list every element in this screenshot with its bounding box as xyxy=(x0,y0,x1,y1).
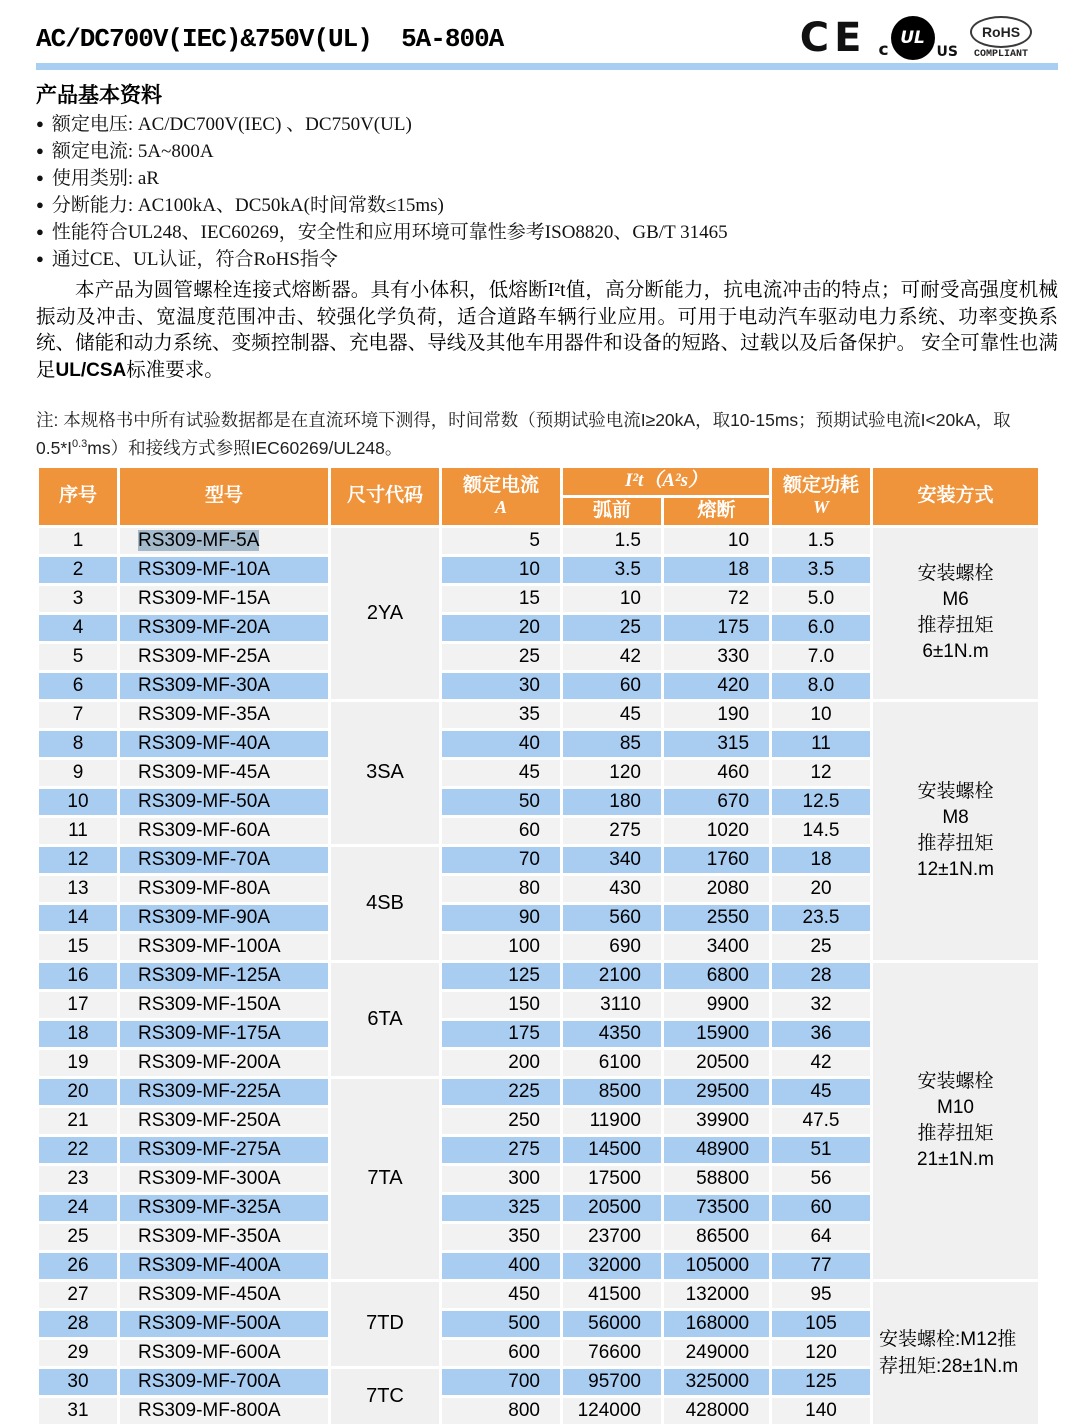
row-number-cell: 6 xyxy=(39,673,117,699)
size-code-cell: 7TA xyxy=(331,1079,439,1279)
mounting-cell: 安装螺栓:M12推 荐扭矩:28±1N.m xyxy=(873,1282,1038,1424)
model-cell: RS309-MF-30A xyxy=(120,673,328,699)
model-cell: RS309-MF-800A xyxy=(120,1398,328,1424)
melt-i2t-cell: 73500 xyxy=(664,1195,769,1221)
size-code-cell: 6TA xyxy=(331,963,439,1076)
power-cell: 125 xyxy=(772,1369,870,1395)
row-number-cell: 9 xyxy=(39,760,117,786)
model-cell: RS309-MF-400A xyxy=(120,1253,328,1279)
power-cell: 42 xyxy=(772,1050,870,1076)
melt-i2t-cell: 2080 xyxy=(664,876,769,902)
model-cell: RS309-MF-700A xyxy=(120,1369,328,1395)
rated-current-cell: 175 xyxy=(442,1021,560,1047)
model-cell: RS309-MF-200A xyxy=(120,1050,328,1076)
bullet-icon: ● xyxy=(36,116,44,131)
list-item xyxy=(36,220,1058,247)
model-cell: RS309-MF-100A xyxy=(120,934,328,960)
melt-i2t-cell: 190 xyxy=(664,702,769,728)
prearc-i2t-cell: 3.5 xyxy=(563,557,661,583)
description-bold-text: UL/CSA xyxy=(55,359,127,381)
rated-current-cell: 25 xyxy=(442,644,560,670)
model-cell: RS309-MF-250A xyxy=(120,1108,328,1134)
list-item xyxy=(36,193,1058,220)
power-cell: 25 xyxy=(772,934,870,960)
melt-i2t-cell: 58800 xyxy=(664,1166,769,1192)
melt-i2t-cell: 39900 xyxy=(664,1108,769,1134)
row-number-cell: 1 xyxy=(39,528,117,554)
bullet-text: 使用类别: aR xyxy=(51,168,159,189)
spec-table xyxy=(36,465,1041,1427)
table-row xyxy=(39,1282,1038,1308)
power-cell: 7.0 xyxy=(772,644,870,670)
prearc-i2t-cell: 17500 xyxy=(563,1166,661,1192)
row-number-cell: 15 xyxy=(39,934,117,960)
prearc-i2t-cell: 45 xyxy=(563,702,661,728)
bullet-text: 分断能力: AC100kA、DC50kA(时间常数≤15ms) xyxy=(51,195,444,216)
melt-i2t-cell: 6800 xyxy=(664,963,769,989)
row-number-cell: 26 xyxy=(39,1253,117,1279)
prearc-i2t-cell: 275 xyxy=(563,818,661,844)
melt-i2t-cell: 20500 xyxy=(664,1050,769,1076)
prearc-i2t-cell: 4350 xyxy=(563,1021,661,1047)
prearc-i2t-cell: 340 xyxy=(563,847,661,873)
row-number-cell: 21 xyxy=(39,1108,117,1134)
model-cell: RS309-MF-35A xyxy=(120,702,328,728)
rated-current-cell: 5 xyxy=(442,528,560,554)
bullet-text: 额定电压: AC/DC700V(IEC) 、DC750V(UL) xyxy=(51,114,412,135)
section-heading: 产品基本资料 xyxy=(36,83,162,107)
model-cell: RS309-MF-25A xyxy=(120,644,328,670)
row-number-cell: 27 xyxy=(39,1282,117,1308)
row-number-cell: 2 xyxy=(39,557,117,583)
divider-rule xyxy=(36,63,1058,70)
melt-i2t-cell: 3400 xyxy=(664,934,769,960)
ul-c-label: c xyxy=(878,40,889,60)
col-header-i2t: I²t（A²s） xyxy=(563,468,769,495)
melt-i2t-cell: 18 xyxy=(664,557,769,583)
prearc-i2t-cell: 42 xyxy=(563,644,661,670)
bullet-text: 性能符合UL248、IEC60269，安全性和应用环境可靠性参考ISO8820、GB/T 31465 xyxy=(51,222,728,243)
selected-text: RS309-MF-5A xyxy=(138,529,260,551)
bullet-icon: ● xyxy=(36,143,44,158)
model-cell: RS309-MF-70A xyxy=(120,847,328,873)
prearc-i2t-cell: 560 xyxy=(563,905,661,931)
model-cell: RS309-MF-10A xyxy=(120,557,328,583)
row-number-cell: 8 xyxy=(39,731,117,757)
rated-current-cell: 20 xyxy=(442,615,560,641)
power-cell: 6.0 xyxy=(772,615,870,641)
certification-logos xyxy=(800,16,1058,60)
prearc-i2t-cell: 25 xyxy=(563,615,661,641)
note-superscript: 0.3 xyxy=(72,438,88,450)
row-number-cell: 13 xyxy=(39,876,117,902)
bullet-icon: ● xyxy=(36,224,44,239)
prearc-i2t-cell: 85 xyxy=(563,731,661,757)
melt-i2t-cell: 315 xyxy=(664,731,769,757)
melt-i2t-cell: 86500 xyxy=(664,1224,769,1250)
power-cell: 18 xyxy=(772,847,870,873)
row-number-cell: 14 xyxy=(39,905,117,931)
model-cell: RS309-MF-20A xyxy=(120,615,328,641)
row-number-cell: 19 xyxy=(39,1050,117,1076)
melt-i2t-cell: 168000 xyxy=(664,1311,769,1337)
rated-current-cell: 80 xyxy=(442,876,560,902)
prearc-i2t-cell: 6100 xyxy=(563,1050,661,1076)
row-number-cell: 24 xyxy=(39,1195,117,1221)
model-cell: RS309-MF-350A xyxy=(120,1224,328,1250)
row-number-cell: 29 xyxy=(39,1340,117,1366)
melt-i2t-cell: 420 xyxy=(664,673,769,699)
rated-current-cell: 90 xyxy=(442,905,560,931)
rated-current-cell: 200 xyxy=(442,1050,560,1076)
prearc-i2t-cell: 76600 xyxy=(563,1340,661,1366)
rated-current-cell: 350 xyxy=(442,1224,560,1250)
prearc-i2t-cell: 3110 xyxy=(563,992,661,1018)
power-cell: 60 xyxy=(772,1195,870,1221)
power-cell: 28 xyxy=(772,963,870,989)
power-cell: 1.5 xyxy=(772,528,870,554)
rated-current-cell: 150 xyxy=(442,992,560,1018)
rated-current-cell: 450 xyxy=(442,1282,560,1308)
prearc-i2t-cell: 1.5 xyxy=(563,528,661,554)
mounting-cell: 安装螺栓 M6 推荐扭矩 6±1N.m xyxy=(873,528,1038,699)
mounting-cell: 安装螺栓 M10 推荐扭矩 21±1N.m xyxy=(873,963,1038,1279)
list-item xyxy=(36,166,1058,193)
size-code-cell: 7TD xyxy=(331,1282,439,1366)
rated-current-cell: 70 xyxy=(442,847,560,873)
power-cell: 105 xyxy=(772,1311,870,1337)
list-item xyxy=(36,247,1058,274)
ce-mark-icon: CE xyxy=(799,15,867,61)
bullet-text: 通过CE、UL认证，符合RoHS指令 xyxy=(51,249,338,270)
row-number-cell: 5 xyxy=(39,644,117,670)
model-cell: RS309-MF-15A xyxy=(120,586,328,612)
power-cell: 64 xyxy=(772,1224,870,1250)
row-number-cell: 28 xyxy=(39,1311,117,1337)
bullet-text: 额定电流: 5A~800A xyxy=(51,141,214,162)
melt-i2t-cell: 1020 xyxy=(664,818,769,844)
power-cell: 14.5 xyxy=(772,818,870,844)
row-number-cell: 25 xyxy=(39,1224,117,1250)
rated-current-cell: 50 xyxy=(442,789,560,815)
row-number-cell: 7 xyxy=(39,702,117,728)
ul-us-label: US xyxy=(936,44,958,60)
prearc-i2t-cell: 690 xyxy=(563,934,661,960)
prearc-i2t-cell: 60 xyxy=(563,673,661,699)
power-cell: 8.0 xyxy=(772,673,870,699)
rohs-badge-icon xyxy=(970,16,1032,60)
rated-current-cell: 400 xyxy=(442,1253,560,1279)
mounting-cell: 安装螺栓 M8 推荐扭矩 12±1N.m xyxy=(873,702,1038,960)
melt-i2t-cell: 15900 xyxy=(664,1021,769,1047)
row-number-cell: 31 xyxy=(39,1398,117,1424)
col-header-power-label: 额定功耗 xyxy=(783,475,860,497)
rohs-compliant-label: COMPLIANT xyxy=(973,49,1028,60)
model-cell: RS309-MF-125A xyxy=(120,963,328,989)
row-number-cell: 20 xyxy=(39,1079,117,1105)
prearc-i2t-cell: 11900 xyxy=(563,1108,661,1134)
melt-i2t-cell: 1760 xyxy=(664,847,769,873)
power-cell: 95 xyxy=(772,1282,870,1308)
rated-current-cell: 800 xyxy=(442,1398,560,1424)
spec-table-body xyxy=(39,528,1038,1424)
melt-i2t-cell: 72 xyxy=(664,586,769,612)
prearc-i2t-cell: 32000 xyxy=(563,1253,661,1279)
header-row xyxy=(39,468,1038,495)
row-number-cell: 12 xyxy=(39,847,117,873)
melt-i2t-cell: 325000 xyxy=(664,1369,769,1395)
melt-i2t-cell: 48900 xyxy=(664,1137,769,1163)
model-cell: RS309-MF-450A xyxy=(120,1282,328,1308)
model-cell xyxy=(120,528,328,554)
row-number-cell: 11 xyxy=(39,818,117,844)
row-number-cell: 30 xyxy=(39,1369,117,1395)
model-cell: RS309-MF-80A xyxy=(120,876,328,902)
power-cell: 5.0 xyxy=(772,586,870,612)
power-cell: 77 xyxy=(772,1253,870,1279)
model-cell: RS309-MF-150A xyxy=(120,992,328,1018)
rated-current-cell: 325 xyxy=(442,1195,560,1221)
melt-i2t-cell: 132000 xyxy=(664,1282,769,1308)
prearc-i2t-cell: 41500 xyxy=(563,1282,661,1308)
model-cell: RS309-MF-500A xyxy=(120,1311,328,1337)
description-text: 本产品为圆管螺栓连接式熔断器。具有小体积，低熔断I²t值，高分断能力，抗电流冲击的特点；可耐受高强度机械振动及冲击、宽温度范围冲击、较强化学负荷，适合道路车辆行业应用。可用于电动汽车驱动电力系统、功率变换系统、储能和动力系统、变频控制器、充电器、导线及其他车用器件和设备的短路、过载以及后备保护。 安全可靠性也满足 xyxy=(36,280,1058,381)
model-cell: RS309-MF-275A xyxy=(120,1137,328,1163)
col-header-no: 序号 xyxy=(39,468,117,525)
row-number-cell: 3 xyxy=(39,586,117,612)
c-ul-us-mark-icon xyxy=(878,16,958,60)
rated-current-cell: 10 xyxy=(442,557,560,583)
description-text: 标准要求。 xyxy=(126,359,224,381)
rated-current-cell: 700 xyxy=(442,1369,560,1395)
basic-info-list xyxy=(36,112,1058,274)
model-cell: RS309-MF-40A xyxy=(120,731,328,757)
melt-i2t-cell: 2550 xyxy=(664,905,769,931)
model-cell: RS309-MF-325A xyxy=(120,1195,328,1221)
rated-current-cell: 40 xyxy=(442,731,560,757)
product-description xyxy=(36,278,1058,384)
list-item xyxy=(36,139,1058,166)
prearc-i2t-cell: 20500 xyxy=(563,1195,661,1221)
melt-i2t-cell: 105000 xyxy=(664,1253,769,1279)
power-cell: 56 xyxy=(772,1166,870,1192)
power-cell: 10 xyxy=(772,702,870,728)
col-header-current-label: 额定电流 xyxy=(462,475,539,497)
row-number-cell: 10 xyxy=(39,789,117,815)
power-cell: 140 xyxy=(772,1398,870,1424)
melt-i2t-cell: 428000 xyxy=(664,1398,769,1424)
power-cell: 32 xyxy=(772,992,870,1018)
table-row xyxy=(39,702,1038,728)
prearc-i2t-cell: 8500 xyxy=(563,1079,661,1105)
power-cell: 36 xyxy=(772,1021,870,1047)
row-number-cell: 4 xyxy=(39,615,117,641)
row-number-cell: 17 xyxy=(39,992,117,1018)
melt-i2t-cell: 10 xyxy=(664,528,769,554)
model-cell: RS309-MF-60A xyxy=(120,818,328,844)
rated-current-cell: 300 xyxy=(442,1166,560,1192)
rated-current-cell: 100 xyxy=(442,934,560,960)
size-code-cell: 3SA xyxy=(331,702,439,844)
melt-i2t-cell: 670 xyxy=(664,789,769,815)
table-row xyxy=(39,963,1038,989)
model-cell: RS309-MF-225A xyxy=(120,1079,328,1105)
power-cell: 12 xyxy=(772,760,870,786)
rohs-oval: RoHS xyxy=(970,16,1032,48)
prearc-i2t-cell: 14500 xyxy=(563,1137,661,1163)
model-cell: RS309-MF-600A xyxy=(120,1340,328,1366)
size-code-cell: 7TC xyxy=(331,1369,439,1424)
row-number-cell: 18 xyxy=(39,1021,117,1047)
melt-i2t-cell: 460 xyxy=(664,760,769,786)
power-cell: 20 xyxy=(772,876,870,902)
list-item xyxy=(36,112,1058,139)
bullet-icon: ● xyxy=(36,197,44,212)
note-text: 注: 本规格书中所有试验数据都是在直流环境下测得，时间常数（预期试验电流I≥20kA，取10-15ms；预期试验电流I<20kA，取0.5*I xyxy=(36,410,1011,458)
row-number-cell: 22 xyxy=(39,1137,117,1163)
prearc-i2t-cell: 124000 xyxy=(563,1398,661,1424)
model-cell: RS309-MF-90A xyxy=(120,905,328,931)
col-header-current-unit: A xyxy=(494,497,507,518)
model-cell: RS309-MF-175A xyxy=(120,1021,328,1047)
model-cell: RS309-MF-50A xyxy=(120,789,328,815)
power-cell: 120 xyxy=(772,1340,870,1366)
rated-current-cell: 35 xyxy=(442,702,560,728)
power-cell: 3.5 xyxy=(772,557,870,583)
note-text: ms）和接线方式参照IEC60269/UL248。 xyxy=(87,437,403,458)
ul-logo-icon: UL xyxy=(891,16,935,60)
rated-current-cell: 225 xyxy=(442,1079,560,1105)
col-header-melt: 熔断 xyxy=(664,498,769,525)
prearc-i2t-cell: 56000 xyxy=(563,1311,661,1337)
melt-i2t-cell: 9900 xyxy=(664,992,769,1018)
size-code-cell: 4SB xyxy=(331,847,439,960)
test-note xyxy=(36,408,1058,460)
col-header-model: 型号 xyxy=(120,468,328,525)
prearc-i2t-cell: 23700 xyxy=(563,1224,661,1250)
rated-current-cell: 45 xyxy=(442,760,560,786)
size-code-cell: 2YA xyxy=(331,528,439,699)
model-cell: RS309-MF-300A xyxy=(120,1166,328,1192)
spec-table-head xyxy=(39,468,1038,525)
prearc-i2t-cell: 95700 xyxy=(563,1369,661,1395)
model-cell: RS309-MF-45A xyxy=(120,760,328,786)
col-header-size: 尺寸代码 xyxy=(331,468,439,525)
rated-current-cell: 250 xyxy=(442,1108,560,1134)
prearc-i2t-cell: 120 xyxy=(563,760,661,786)
rated-current-cell: 275 xyxy=(442,1137,560,1163)
melt-i2t-cell: 175 xyxy=(664,615,769,641)
prearc-i2t-cell: 430 xyxy=(563,876,661,902)
bullet-icon: ● xyxy=(36,251,44,266)
col-header-prearc: 弧前 xyxy=(563,498,661,525)
rated-current-cell: 15 xyxy=(442,586,560,612)
power-cell: 45 xyxy=(772,1079,870,1105)
row-number-cell: 23 xyxy=(39,1166,117,1192)
table-row xyxy=(39,528,1038,554)
rated-current-cell: 60 xyxy=(442,818,560,844)
bullet-icon: ● xyxy=(36,170,44,185)
melt-i2t-cell: 330 xyxy=(664,644,769,670)
row-number-cell: 16 xyxy=(39,963,117,989)
power-cell: 11 xyxy=(772,731,870,757)
col-header-power-unit: W xyxy=(813,497,830,518)
rated-current-cell: 500 xyxy=(442,1311,560,1337)
col-header-power xyxy=(772,468,870,525)
power-cell: 47.5 xyxy=(772,1108,870,1134)
prearc-i2t-cell: 180 xyxy=(563,789,661,815)
power-cell: 23.5 xyxy=(772,905,870,931)
melt-i2t-cell: 249000 xyxy=(664,1340,769,1366)
prearc-i2t-cell: 10 xyxy=(563,586,661,612)
melt-i2t-cell: 29500 xyxy=(664,1079,769,1105)
power-cell: 12.5 xyxy=(772,789,870,815)
power-cell: 51 xyxy=(772,1137,870,1163)
col-header-current xyxy=(442,468,560,525)
prearc-i2t-cell: 2100 xyxy=(563,963,661,989)
rated-current-cell: 125 xyxy=(442,963,560,989)
rated-current-cell: 600 xyxy=(442,1340,560,1366)
page-title: AC/DC700V(IEC)&750V(UL) 5A-800A xyxy=(36,24,504,54)
rated-current-cell: 30 xyxy=(442,673,560,699)
col-header-mount: 安装方式 xyxy=(873,468,1038,525)
header-bar xyxy=(36,0,1058,61)
